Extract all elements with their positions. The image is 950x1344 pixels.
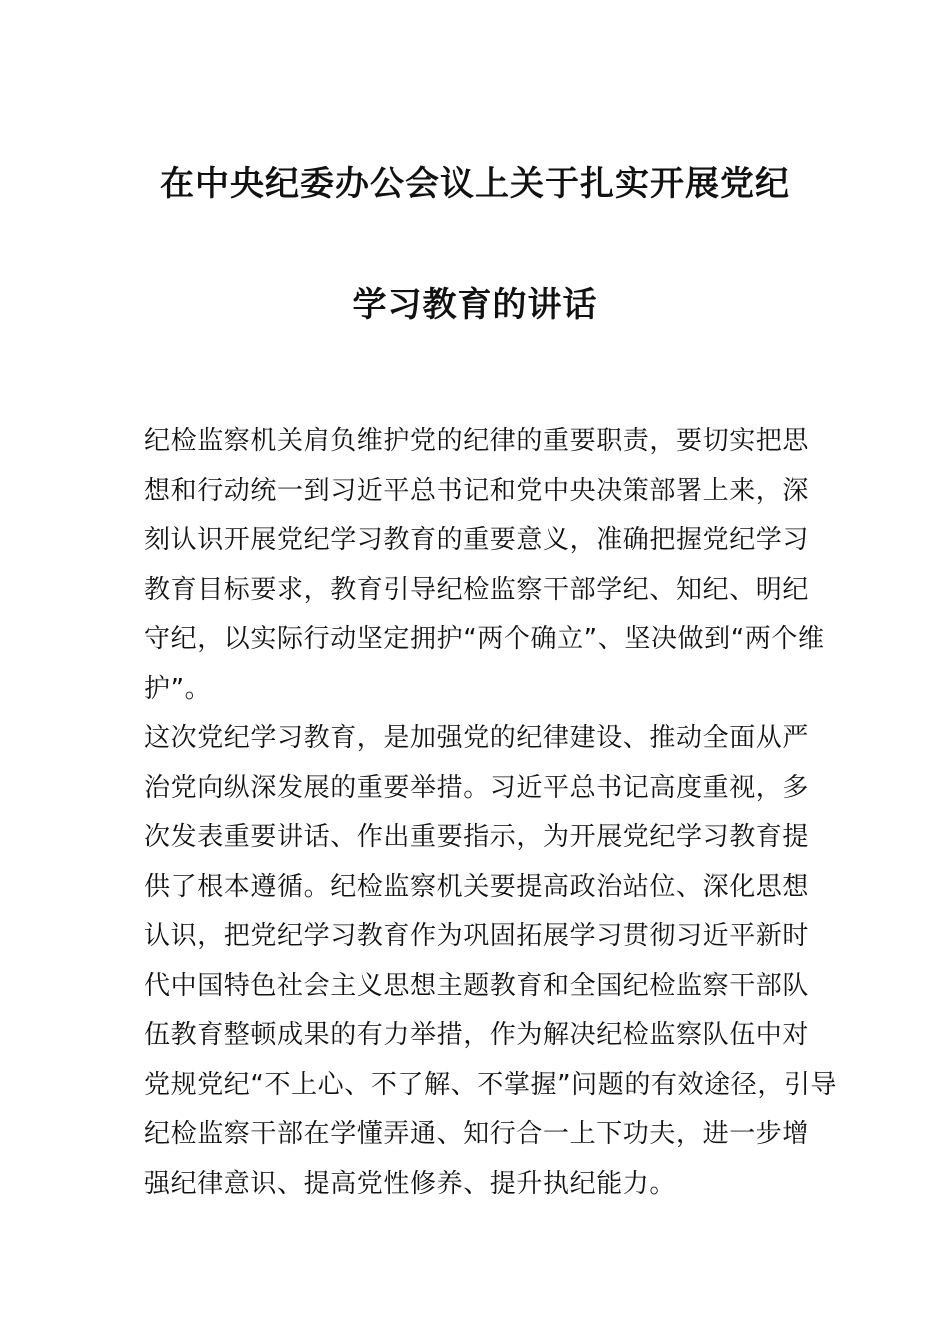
paragraph-1 [144, 417, 825, 714]
paragraph-line: 供了根本遵循。纪检监察机关要提高政治站位、深化思想 [144, 871, 810, 902]
paragraph-line: 治党向纵深发展的重要举措。习近平总书记高度重视，多 [144, 772, 810, 803]
paragraph-line: 代中国特色社会主义思想主题教育和全国纪检监察干部队 [144, 970, 810, 1001]
paragraph-line: 次发表重要讲话、作出重要指示，为开展党纪学习教育提 [144, 822, 810, 852]
document-body [144, 417, 838, 1209]
paragraph-2 [144, 714, 838, 1209]
paragraph-line: 认识，把党纪学习教育作为巩固拓展学习贯彻习近平新时 [144, 921, 810, 951]
paragraph-line: 伍教育整顿成果的有力举措，作为解决纪检监察队伍中对 [144, 1020, 810, 1050]
paragraph-line: 纪检监察干部在学懂弄通、知行合一上下功夫，进一步增 [144, 1119, 810, 1149]
paragraph-line: 守纪，以实际行动坚定拥护“两个确立”、坚决做到“两个维 [144, 624, 825, 654]
paragraph-line: 党规党纪“不上心、不了解、不掌握”问题的有效途径，引导 [144, 1069, 838, 1100]
paragraph-line: 纪检监察机关肩负维护党的纪律的重要职责，要切实把思 [144, 426, 810, 456]
document-title-line-1: 在中央纪委办公会议上关于扎实开展党纪 [160, 164, 790, 204]
document-title-line-2: 学习教育的讲话 [352, 285, 598, 325]
paragraph-line: 想和行动统一到习近平总书记和党中央决策部署上来，深 [144, 475, 810, 506]
paragraph-line: 教育目标要求，教育引导纪检监察干部学纪、知纪、明纪 [144, 574, 810, 605]
paragraph-line: 强纪律意识、提高党性修养、提升执纪能力。 [144, 1168, 677, 1199]
paragraph-line: 这次党纪学习教育，是加强党的纪律建设、推动全面从严 [144, 723, 810, 753]
paragraph-line: 护”。 [144, 673, 212, 704]
paragraph-line: 刻认识开展党纪学习教育的重要意义，准确把握党纪学习 [144, 525, 810, 555]
